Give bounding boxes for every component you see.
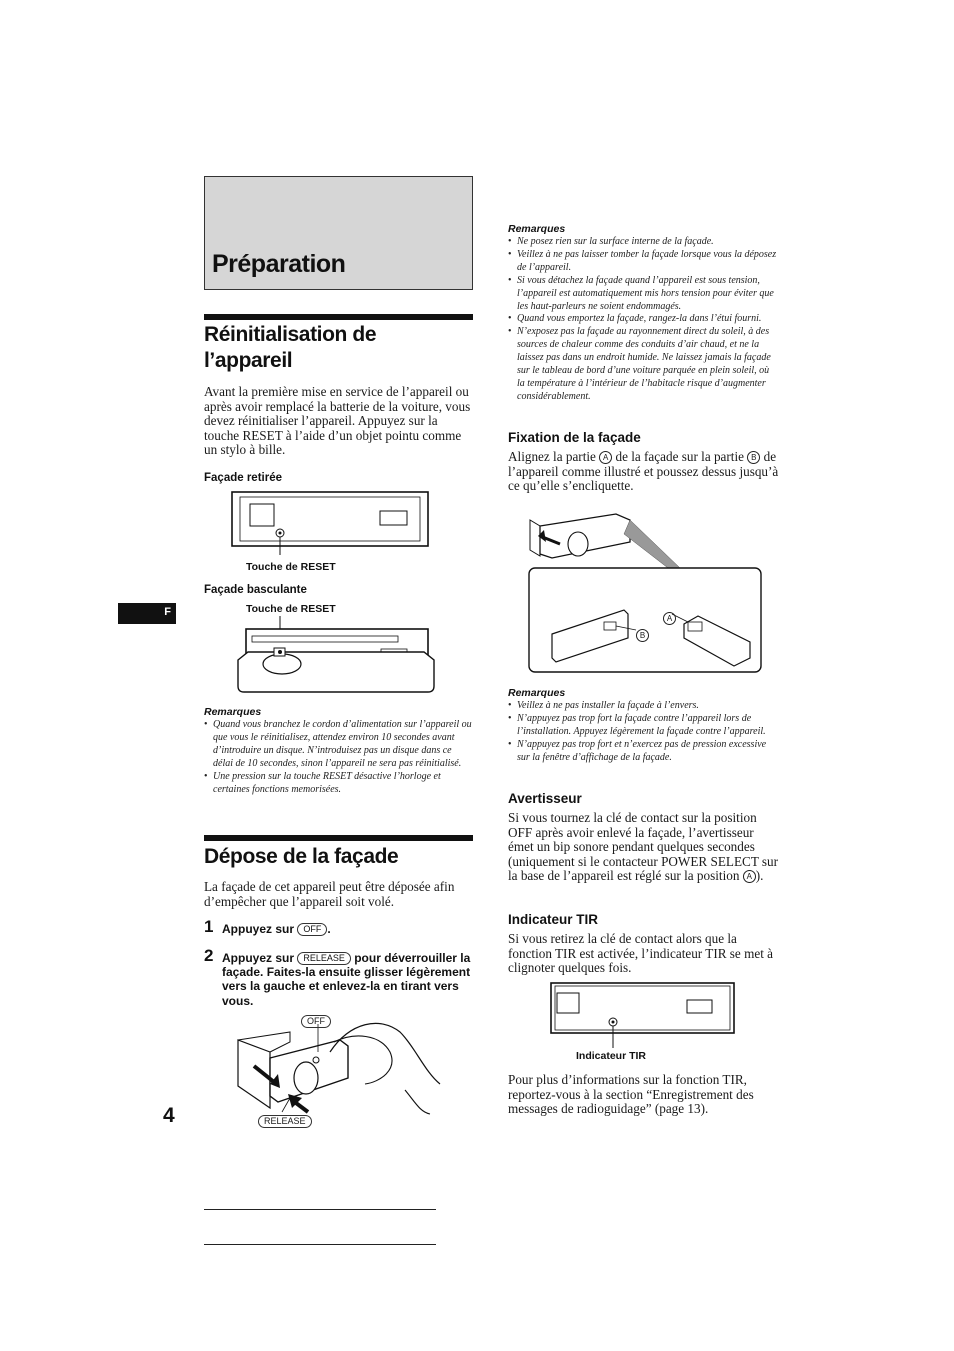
language-tab [118,603,176,624]
section-rule [204,314,473,320]
release-key: RELEASE [297,952,351,965]
fixation-heading: Fixation de la façade [508,430,641,445]
remark-item: • Si vous détachez la façade quand l’appareil est sous tension, l’appareil est automatiquement mis hors tension pour éviter que les haut-parleurs ne soient endommagés. [508,275,778,314]
figure-heading: Façade basculante [204,584,307,596]
release-key-label [258,1112,312,1130]
step-2-text [222,951,472,1008]
figure-heading: Façade retirée [204,472,282,484]
text-run: de l’appareil comme illustré et poussez dessus jusqu’à ce qu’elle s’encliquette. [508,449,779,494]
step-1-text [222,922,331,936]
reset-button-caption: Touche de RESET [246,603,336,615]
remarks-list [508,700,780,765]
section-title-line: Réinitialisation de [204,323,377,346]
mark-a-label [663,609,676,627]
mark-a: A [599,451,612,464]
remarks-title: Remarques [508,223,566,235]
mark-b: B [747,451,760,464]
remark-item: • N’appuyez pas trop fort la façade contre l’appareil lors de l’installation. Appuyez légèrement la façade contre l’appareil. [508,713,780,739]
tir-indicator-caption: Indicateur TIR [576,1050,647,1062]
remarks-title: Remarques [508,687,566,699]
section-rule [204,835,473,841]
step-text-label: Appuyez sur [222,922,295,936]
text-run: de la façade sur la partie [612,449,748,464]
section-title-line: l’appareil [204,349,293,372]
off-key: OFF [297,923,327,936]
step-text-rest: pour déverrouiller la façade. Faites-la ensuite glisser légèrement vers la gauche et enlevez-la en tirant vers vous. [222,951,471,1008]
section-heading-reset [204,322,474,374]
page-number: 4 [163,1104,175,1127]
mark-a: A [663,612,676,625]
tir-more-paragraph: Pour plus d’informations sur la fonction TIR, reportez-vous à la section “Enregistrement des messages de radioguidage” (page 13). [508,1072,754,1117]
tir-paragraph: Si vous retirez la clé de contact alors que la fonction TIR est activée, l’indicateur TIR se met à clignoter quelques fois. [508,931,774,976]
unit-front-removed-figure [230,490,430,555]
step-number: 1 [204,917,214,936]
faceplate-attach-figure [526,506,766,678]
remarks-list [204,719,474,796]
footer-rule [204,1209,436,1210]
release-key: RELEASE [258,1115,312,1128]
avertisseur-heading: Avertisseur [508,791,582,806]
text-run: Alignez la partie [508,449,600,464]
mark-a: A [743,870,756,883]
depose-paragraph: La façade de cet appareil peut être déposée afin d’empêcher que l’appareil soit volé. [204,879,455,909]
text-run: ). [755,868,764,884]
page-title: Préparation [212,250,346,278]
avertisseur-paragraph [508,811,780,884]
text-run: Si vous tournez la clé de contact sur la position OFF après avoir enlevé la façade, l’avertisseur émet un bip sonore pendant quelques secondes (uniquement si le contacteur POWER SELECT sur la base de l’appareil est réglé sur la position [508,810,779,884]
remark-item: • N’appuyez pas trop fort et n’exercez pas de pression excessive sur la fenêtre d’affichage de la façade. [508,739,780,765]
step-number: 2 [204,946,214,965]
remarks-title: Remarques [204,706,262,718]
off-key: OFF [301,1015,331,1028]
language-tab-label: F [164,606,171,618]
remarks-list [508,236,778,404]
unit-front-open-figure [236,616,440,698]
remark-item: • Une pression sur la touche RESET désactive l’horloge et certaines fonctions memorisées. [204,771,474,797]
remark-item: • Ne posez rien sur la surface interne de la façade. [508,236,778,249]
off-key-label [301,1012,331,1030]
section-title-depose: Dépose de la façade [204,845,399,868]
remark-item: • Veillez à ne pas laisser tomber la façade lorsque vous la déposez de l’appareil. [508,249,778,275]
remark-item: • Quand vous emportez la façade, rangez-la dans l’étui fourni. [508,313,778,326]
remark-item: • Quand vous branchez le cordon d’alimentation sur l’appareil ou que vous le réinitialisez, attendez environ 10 secondes avant d’introduire un disque. N’introduisez pas un disque dans ce délai de 10 secondes, sinon l’appareil ne sera pas réinitialisé. [204,719,474,771]
title-box [204,176,473,290]
mark-b: B [636,629,649,642]
reset-button-caption: Touche de RESET [246,561,336,573]
reset-paragraph: Avant la première mise en service de l’appareil ou après avoir remplacé la batterie de la voiture, vous devez réinitialiser l’appareil. Appuyez sur la touche RESET à l’aide d’un objet pointu comme un stylo à bille. [204,384,471,458]
step-text-label: Appuyez sur [222,951,295,965]
fixation-paragraph [508,450,780,494]
remark-item: • Veillez à ne pas installer la façade à l’envers. [508,700,780,713]
tir-indicator-figure [550,982,736,1052]
footer-rule [204,1244,436,1245]
mark-b-label [636,626,649,644]
tir-heading: Indicateur TIR [508,912,599,927]
remark-item: • N’exposez pas la façade au rayonnement direct du soleil, à des sources de chaleur comme des conduits d’air chaud, et ne la laissez pas dans un endroit humide. Ne laissez jamais la façade sur le tableau de bord d’une voiture parquée en plein soleil, où la température à l’intérieur de l’habitacle risque d’augmenter considérablement. [508,326,778,403]
step-text-end: . [327,922,331,936]
